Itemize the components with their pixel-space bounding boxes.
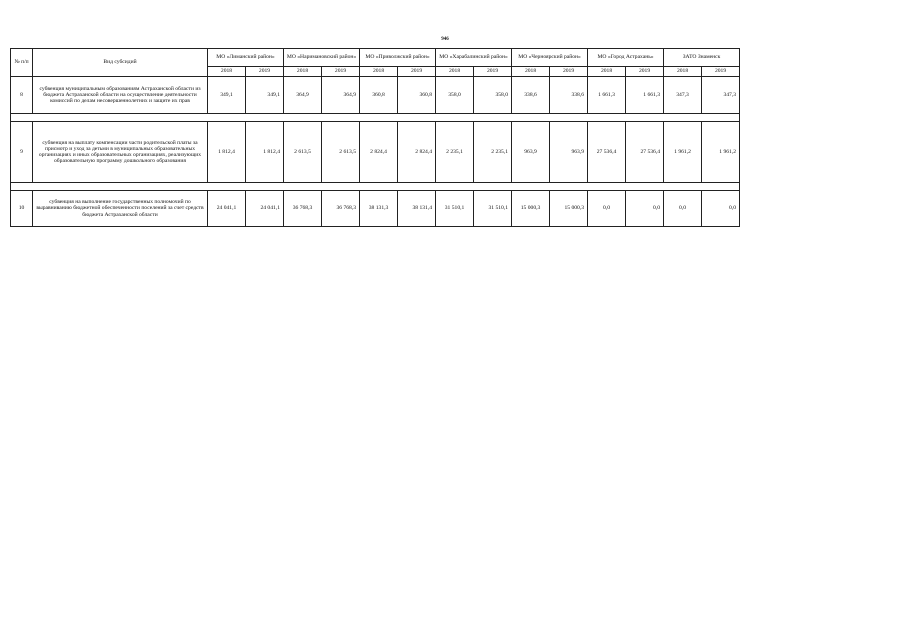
value-cell: 1 661,3 [588, 77, 626, 114]
year-cell: 2019 [550, 67, 588, 77]
table-row [11, 77, 740, 114]
value-cell: 0,0 [664, 191, 702, 227]
spacer-cell [11, 114, 740, 122]
year-cell: 2019 [626, 67, 664, 77]
value-cell: 38 131,4 [398, 191, 436, 227]
value-cell: 963,9 [512, 122, 550, 183]
value-cell: 27 536,4 [626, 122, 664, 183]
row-number: 10 [11, 191, 33, 227]
header-district: МО «Наримановский район» [284, 49, 360, 67]
value-cell: 1 961,2 [702, 122, 740, 183]
value-cell: 364,9 [284, 77, 322, 114]
value-cell: 338,6 [550, 77, 588, 114]
value-cell: 2 824,4 [360, 122, 398, 183]
value-cell: 1 961,2 [664, 122, 702, 183]
value-cell: 349,1 [208, 77, 246, 114]
table-row [11, 191, 740, 227]
year-cell: 2018 [436, 67, 474, 77]
value-cell: 15 000,3 [512, 191, 550, 227]
value-cell: 347,3 [664, 77, 702, 114]
value-cell: 349,1 [246, 77, 284, 114]
value-cell: 15 000,3 [550, 191, 588, 227]
value-cell: 31 510,1 [474, 191, 512, 227]
value-cell: 2 235,1 [474, 122, 512, 183]
year-cell: 2019 [702, 67, 740, 77]
value-cell: 358,0 [436, 77, 474, 114]
value-cell: 0,0 [588, 191, 626, 227]
row-number: 9 [11, 122, 33, 183]
value-cell: 36 768,3 [322, 191, 360, 227]
subsidy-table [10, 48, 740, 227]
header-district: МО «Лиманский район» [208, 49, 284, 67]
header-row [11, 49, 740, 67]
value-cell: 2 824,4 [398, 122, 436, 183]
value-cell: 2 613,5 [322, 122, 360, 183]
value-cell: 360,8 [360, 77, 398, 114]
header-np: № п/п [11, 49, 33, 77]
value-cell: 24 041,1 [246, 191, 284, 227]
header-district: МО «Харабалинский район» [436, 49, 512, 67]
year-cell: 2018 [664, 67, 702, 77]
year-cell: 2018 [360, 67, 398, 77]
page-number: 946 [441, 37, 449, 42]
value-cell: 2 235,1 [436, 122, 474, 183]
header-district: ЗАТО Знаменск [664, 49, 740, 67]
spacer-cell [11, 183, 740, 191]
value-cell: 347,3 [702, 77, 740, 114]
value-cell: 1 812,4 [246, 122, 284, 183]
value-cell: 24 041,1 [208, 191, 246, 227]
year-cell: 2019 [398, 67, 436, 77]
value-cell: 0,0 [702, 191, 740, 227]
value-cell: 1 661,3 [626, 77, 664, 114]
year-cell: 2018 [208, 67, 246, 77]
value-cell: 963,9 [550, 122, 588, 183]
row-description: субвенция на выплату компенсации части родительской платы за присмотр и уход за детьми в муниципальных образовательных организациях и иных образовательных организациях, реализующих образовательную программу дошкольного образования [33, 122, 208, 183]
year-cell: 2018 [512, 67, 550, 77]
year-cell: 2018 [284, 67, 322, 77]
spacer-row [11, 114, 740, 122]
value-cell: 338,6 [512, 77, 550, 114]
year-cell: 2019 [322, 67, 360, 77]
value-cell: 38 131,3 [360, 191, 398, 227]
table-row [11, 122, 740, 183]
year-cell: 2019 [474, 67, 512, 77]
value-cell: 0,0 [626, 191, 664, 227]
value-cell: 360,8 [398, 77, 436, 114]
header-district: МО «Черноярский район» [512, 49, 588, 67]
value-cell: 31 510,1 [436, 191, 474, 227]
value-cell: 27 536,4 [588, 122, 626, 183]
value-cell: 2 613,5 [284, 122, 322, 183]
row-number: 8 [11, 77, 33, 114]
header-district: МО «Приволжский район» [360, 49, 436, 67]
value-cell: 358,0 [474, 77, 512, 114]
year-cell: 2019 [246, 67, 284, 77]
year-cell: 2018 [588, 67, 626, 77]
value-cell: 364,9 [322, 77, 360, 114]
spacer-row [11, 183, 740, 191]
row-description: субвенция муниципальным образованиям Астраханской области из бюджета Астраханской области на осуществление деятельности комиссий по делам несовершеннолетних и защите их прав [33, 77, 208, 114]
value-cell: 36 768,3 [284, 191, 322, 227]
value-cell: 1 812,4 [208, 122, 246, 183]
row-description: субвенция на выполнение государственных полномочий по выравниванию бюджетной обеспеченности поселений за счет средств бюджета Астраханской области [33, 191, 208, 227]
header-district: МО «Город Астрахань» [588, 49, 664, 67]
header-type: Вид субсидий [33, 49, 208, 77]
